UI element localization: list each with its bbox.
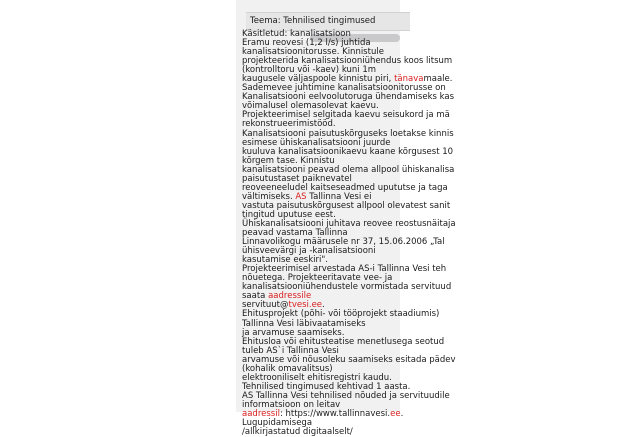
text-segment: kanalisatsiooni peavad olema allpool ühiskanalisa [242,164,455,175]
text-segment: nõuetega. Projekteeritavate vee- ja [242,273,393,284]
highlighted-text: aadressil [242,408,280,419]
text-segment: Tallinna Vesi ei [306,191,372,202]
text-segment: Ühiskanalisatsiooni juhitava reovee reostusnäitaja [242,218,456,229]
text-segment: Kanalisatsiooni eelvoolutoruga ühendamiseks kas [242,92,455,103]
highlighted-text: tänava [394,74,424,85]
text-segment: maale. [423,74,453,85]
text-segment: . [400,408,404,419]
text-segment: Tehnilised tingimused kehtivad 1 aasta. [242,381,411,392]
subject-line: Teema: Tehnilised tingimused [246,12,410,31]
text-segment: ja arvamuse saamiseks. [242,327,345,338]
text-segment: informatsioon on leitav [242,399,341,410]
text-segment: tingitud uputuse eest. [242,209,336,220]
highlighted-text: tvesi.ee [288,300,323,311]
text-segment: servituut@ [242,300,289,311]
text-segment: arvamuse või nõusoleku saamiseks esitada pädev [242,354,456,365]
text-segment: võimalusel olemasolevat kaevu. [242,101,379,112]
text-segment: kanalisatsioonitorusse. Kinnistule [242,47,384,58]
text-segment: Ehitusloa või ehitusteatise menetlusega seotud [242,336,445,347]
text-segment: Projekteerimisel selgitada kaevu seisukord ja mä [242,110,450,121]
highlighted-text: AS [295,191,307,202]
text-segment: vältimiseks. [242,191,296,202]
text-segment: kõrgem tase. Kinnistu [242,155,335,166]
body-line [242,428,642,437]
text-segment: vastuta paisutuskõrgusest allpool olevatest sanit [242,200,451,211]
text-segment: esimese ühiskanalisatsiooni juurde [242,137,391,148]
text-segment: reoveeneeludel kaitseseadmed upututse ja taga [242,182,448,193]
text-segment: /allkirjastatud digitaalselt/ [242,427,353,437]
text-segment: Tallinna Vesi läbivaatamiseks [242,318,366,329]
text-segment: Käsitletud: kanalisatsioon [242,29,351,39]
text-segment: Projekteerimisel arvestada AS-i Tallinna Vesi teh [242,264,447,275]
text-segment: ühisveevärgi ja -kanalisatsiooni [242,246,376,257]
text-segment: : https://www.tallinnavesi. [279,408,391,419]
text-segment: Ehitusprojekt (põhi- või tööprojekt staadiumis) [242,309,440,320]
text-segment: (kontrolltoru või -kaev) kuni 1m [242,65,377,76]
text-segment: Lugupidamisega [242,418,313,429]
text-segment: Kanalisatsiooni paisutuskõrguseks loetakse kinnis [242,128,454,139]
text-segment: (kohalik omavalitsus) [242,363,333,374]
text-segment: projekteerida kanalisatsiooniühendus koos litsum [242,56,453,67]
text-segment: kanalisatsiooniühendustele vormistada servituud [242,282,452,293]
highlighted-text: ee [390,408,401,419]
text-segment: kuuluva kanalisatsioonikaevu kaane kõrgusest 10 [242,146,454,157]
text-segment: Sademevee juhtimine kanalisatsioonitorusse on [242,83,446,94]
text-segment: Linnavolikogu määrusele nr 37, 15.06.2006 „Tal [242,237,445,248]
text-segment: tuleb AS`i Tallinna Vesi [242,345,339,356]
body-text [242,30,642,437]
text-segment: peavad vastama Tallinna [242,228,348,239]
text-segment: AS Tallinna Vesi tehnilised nõuded ja servituudile [242,390,450,401]
text-segment: . [322,300,325,311]
text-segment: kasutamise eeskiri". [242,255,328,266]
text-segment: rekonstrueerimistööd. [242,119,336,130]
blank-left-panel [0,0,232,412]
text-segment: elektrooniliselt ehitisregistri kaudu. [242,372,392,383]
document-body [236,0,456,437]
text-segment: Eramu reovesi (1,2 l/s) juhtida [242,38,371,49]
highlighted-text: aadressile [268,291,312,302]
text-segment: saata [242,291,269,302]
text-segment: kaugusele väljaspoole kinnistu piri, [242,74,395,85]
text-segment: paisutustaset paiknevatel [242,173,352,184]
